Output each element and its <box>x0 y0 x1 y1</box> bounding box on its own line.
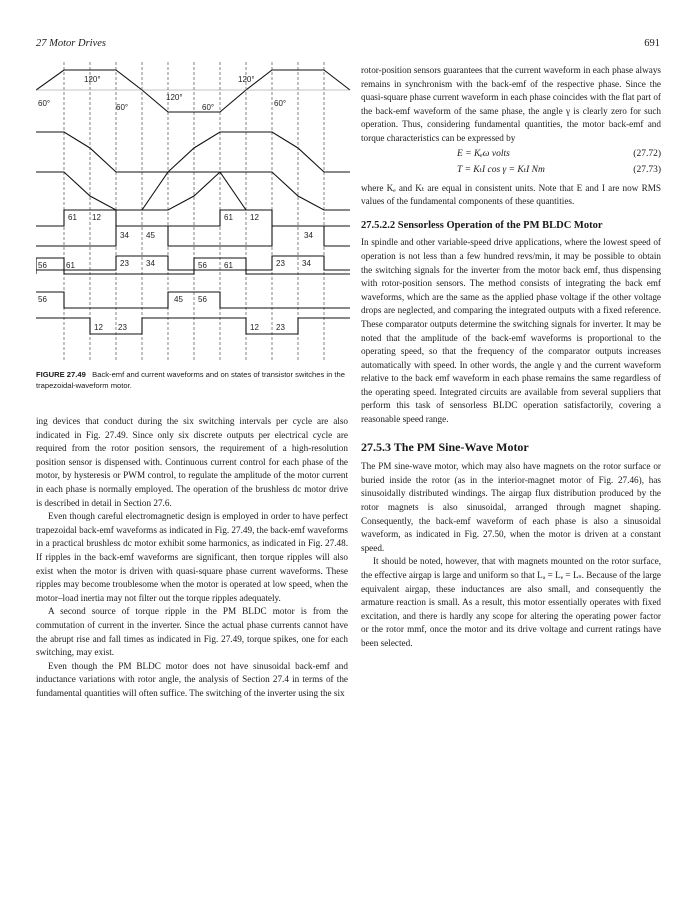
switch-label: 34 <box>302 259 311 268</box>
angle-label: 120° <box>166 93 183 102</box>
switch-label: 45 <box>174 295 183 304</box>
switch-label: 45 <box>146 231 155 240</box>
switch-label: 23 <box>118 323 127 332</box>
waveform-figure <box>36 60 354 362</box>
switch-state-waveforms <box>36 210 350 334</box>
switch-label: 61 <box>224 213 233 222</box>
angle-label: 60° <box>202 103 215 112</box>
switch-label: 12 <box>250 323 259 332</box>
running-header <box>36 38 660 52</box>
running-title: 27 Motor Drives <box>36 38 106 49</box>
figure-id: FIGURE 27.49 <box>36 370 86 379</box>
angle-label: 60° <box>274 99 287 108</box>
switch-label: 12 <box>92 213 101 222</box>
section-heading-27-5-2-2: 27.5.2.2 Sensorless Operation of the PM BLDC Motor <box>361 219 603 231</box>
switch-label: 61 <box>66 261 75 270</box>
left-column-text <box>36 415 348 700</box>
paragraph: Even though careful electromagnetic design is employed in order to have perfect trapezoidal back-emf waveforms as indicated in Fig. 27.49, the back-emf waveforms in a practical brushless dc motor exhibit some harmonics, as indicated in Fig. 27.48. If ripples in the back-emf waveforms are significant, then torque ripples will also exist when the motor is driven with quasi-square phase current waveforms. These ripples may become troublesome when the motor is operated at low speed, when the motor–load inertia may not filter out the torque ripples adequately. <box>36 511 349 603</box>
switch-label: 61 <box>68 213 77 222</box>
wave2-angle-labels <box>166 93 183 102</box>
section-heading-27-5-3: 27.5.3 The PM Sine-Wave Motor <box>361 439 529 454</box>
switch-label: 23 <box>276 323 285 332</box>
paragraph: ing devices that conduct during the six switching intervals per cycle are also indicated in Fig. 27.49. Since only six discrete outputs per electrical cycle are required from the rotor position sensors, the requirement of a high-resolution position sensor is dispensed with. Continuous current control for each phase of the motor, by hysteresis or PWM control, to regulate the amplitude of the motor current in each phase is normally employed. The operation of the brushless dc motor drive is described in detail in Section 27.6. <box>36 416 348 508</box>
paragraph: The PM sine-wave motor, which may also have magnets on the rotor surface or buried inside the rotor (as in the interior-magnet motor of Fig. 27.46), has sinusoidally distributed windings. The airgap flux distribution produced by the rotor magnets is also sinusoidal, arranged through magnet shaping. Consequently, the back-emf waveform of each phase is also a sinusoidal waveform, as indicated in Fig. 27.50, when the motor is driven at a constant speed. <box>361 461 661 553</box>
paragraph: In spindle and other variable-speed drive applications, where the lowest speed of operation is not less than a few hundred revs/min, it may be possible to obtain the switching signals for the inverter from the motor back emf, thus dispensing with rotor-position sensors. The method consists of integrating the back emf waveforms, which are the same as the applied phase voltage if the other voltage drops are neglected, and comparing the integrated outputs with a fixed reference. These comparator outputs determine the switching signals for inverter. It may be noted that the amplitude of the back-emf waveforms is proportional to the operating speed, so that the frequency of the comparator outputs increases automatically with speed. In other words, the angle γ and the current waveform relative to the back emf waveform in each phase remains the same regardless of the operating speed. Integrated circuits are available from several suppliers that perform this task of sensorless BLDC operation satisfactorily, covering a reasonable speed range. <box>361 237 661 425</box>
paragraph: It should be noted, however, that with magnets mounted on the rotor surface, the effective airgap is large and uniform so that Lₐ = Lₑ = Lₛ. Because of the large equivalent airgap, these inductances are also small, and consequently the armature reaction is small. As a result, this motor essentially operates with fixed excitation, and there is hardly any scope for altering the operating power factor or the rotor mmf, once the motor and its drive voltage and current ratings have been selected. <box>361 556 661 648</box>
angle-label: 60° <box>116 103 129 112</box>
figure-caption-text: Back-emf and current waveforms and on states of transistor switches in the trapezoidal-waveform motor. <box>36 370 345 390</box>
switch-label: 34 <box>120 231 129 240</box>
equation-number: (27.72) <box>633 148 661 159</box>
switch-label: 34 <box>304 231 313 240</box>
paragraph: Even though the PM BLDC motor does not have sinusoidal back-emf and inductance variations with rotor angle, the analysis of Section 27.4 in terms of the fundamental quantities will often suffice. The switching of the inverter using the six <box>36 660 348 698</box>
paragraph: A second source of torque ripple in the PM BLDC motor is from the commutation of current in the inverter. Since the actual phase currents cannot have the abrupt rise and fall times as indicated in Fig. 27.49, torque spikes, one for each switching, may exist. <box>36 606 348 658</box>
paragraph: where Kₑ and Kₜ are equal in consistent units. Note that E and I are now RMS values of the fundamental components of these quantities. <box>361 182 661 207</box>
switch-label: 23 <box>120 259 129 268</box>
switch-label: 56 <box>198 295 207 304</box>
back-emf-phase-c <box>36 172 350 210</box>
right-column-text <box>361 64 661 651</box>
angle-label: 60° <box>38 99 51 108</box>
switch-label: 61 <box>224 261 233 270</box>
angle-label: 120° <box>238 75 255 84</box>
equation-27-72 <box>361 146 661 162</box>
equation-27-73 <box>361 162 661 178</box>
paragraph: rotor-position sensors guarantees that the current waveform in each phase always remains in synchronism with the back-emf of the respective phase. Since the quasi-square phase current waveform in each phase coincides with the flat part of the back-emf waveform of the same phase, the angle γ is clearly zero for such operation. Thus, considering fundamental quantities, the motor back-emf and torque characteristics can be expressed by <box>361 65 661 143</box>
switch-label: 23 <box>276 259 285 268</box>
switch-label: 12 <box>250 213 259 222</box>
page-number: 691 <box>644 38 660 49</box>
switch-label: 12 <box>94 323 103 332</box>
switch-label: 56 <box>198 261 207 270</box>
equation-expression: E = Kₑω volts <box>457 148 510 159</box>
equation-expression: T = KₜI cos γ = KₜI Nm <box>457 164 545 175</box>
back-emf-phase-b <box>36 132 350 172</box>
switch-label: 34 <box>146 259 155 268</box>
switch-label: 56 <box>38 295 47 304</box>
switch-label: 56 <box>38 261 47 270</box>
back-emf-waveforms <box>36 70 350 210</box>
equation-number: (27.73) <box>633 164 661 175</box>
angle-label: 120° <box>84 75 101 84</box>
figure-caption <box>36 369 350 391</box>
